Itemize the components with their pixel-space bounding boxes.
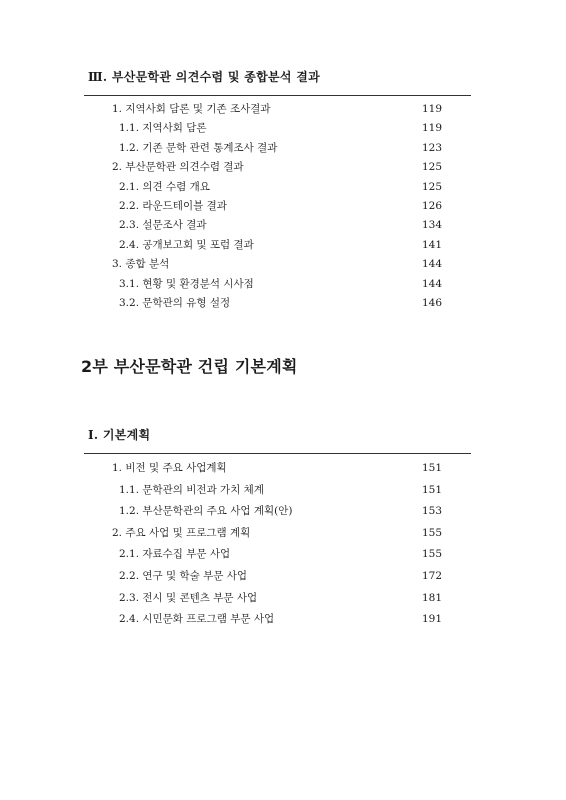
toc-entry[interactable] — [0, 480, 566, 502]
section-3-divider — [84, 95, 471, 96]
toc-entry-page-number: 125 — [421, 161, 442, 174]
toc-entry[interactable] — [0, 216, 566, 235]
toc-entry[interactable] — [0, 458, 566, 480]
section-1-divider — [84, 453, 471, 454]
section-1-heading: Ⅰ. 기본계획 — [88, 428, 151, 442]
toc-entry-label: 1. 지역사회 담론 및 기존 조사결과 — [112, 103, 271, 115]
toc-entry-label: 1.2. 기존 문학 관련 통계조사 결과 — [119, 141, 278, 154]
toc-entry-label: 2.2. 연구 및 학술 부문 사업 — [119, 569, 248, 582]
toc-entry-page-number: 151 — [421, 462, 442, 474]
toc-entry-label: 2.4. 공개보고회 및 포럼 결과 — [119, 238, 254, 251]
toc-entry-page-number: 144 — [421, 277, 442, 290]
toc-entry-label: 2.1. 의견 수렴 개요 — [119, 180, 210, 193]
toc-entry-page-number: 144 — [421, 258, 442, 271]
toc-entry-page-number: 126 — [421, 199, 442, 212]
toc-entry-label: 2. 주요 사업 및 프로그램 계획 — [112, 526, 251, 539]
toc-entry-label: 1.1. 지역사회 담론 — [119, 122, 207, 135]
toc-entry-label: 1.1. 문학관의 비전과 가치 체계 — [119, 483, 264, 496]
toc-entry-page-number: 146 — [421, 296, 442, 309]
toc-entry-page-number: 119 — [421, 103, 442, 115]
toc-entry[interactable] — [0, 523, 566, 545]
toc-entry[interactable] — [0, 100, 566, 119]
toc-entry-page-number: 151 — [421, 483, 442, 496]
toc-entry-label: 3. 종합 분석 — [112, 258, 170, 271]
toc-entry[interactable] — [0, 501, 566, 523]
toc-entry[interactable] — [0, 139, 566, 158]
toc-entry-page-number: 141 — [421, 238, 442, 251]
toc-entry[interactable] — [0, 588, 566, 610]
toc-entry-label: 2.3. 전시 및 콘텐츠 부문 사업 — [119, 591, 258, 604]
toc-entry-label: 1. 비전 및 주요 사업계획 — [112, 462, 227, 474]
toc-entry-page-number: 125 — [421, 180, 442, 193]
toc-entry[interactable] — [0, 544, 566, 566]
part-2-heading: 2부 부산문학관 건립 기본계획 — [81, 357, 298, 376]
toc-entry[interactable] — [0, 158, 566, 177]
toc-entry-page-number: 191 — [421, 613, 442, 626]
toc-entry-page-number: 119 — [421, 122, 442, 135]
toc-entry-page-number: 172 — [421, 569, 442, 582]
toc-entry-label: 1.2. 부산문학관의 주요 사업 계획(안) — [119, 505, 293, 518]
toc-entry-page-number: 181 — [421, 591, 442, 604]
toc-entry-label: 2.4. 시민문화 프로그램 부문 사업 — [119, 613, 275, 626]
toc-entry-label: 2.2. 라운드테이블 결과 — [119, 199, 227, 212]
toc-entry[interactable] — [0, 255, 566, 274]
toc-entry-page-number: 155 — [421, 526, 442, 539]
toc-entry[interactable] — [0, 236, 566, 255]
toc-entry[interactable] — [0, 197, 566, 216]
section-3-toc-list — [0, 100, 566, 313]
toc-entry[interactable] — [0, 566, 566, 588]
toc-entry[interactable] — [0, 609, 566, 631]
toc-entry[interactable] — [0, 119, 566, 138]
toc-entry-page-number: 134 — [421, 219, 442, 232]
section-3-heading: Ⅲ. 부산문학관 의견수렴 및 종합분석 결과 — [88, 70, 321, 84]
toc-entry-label: 2.1. 자료수집 부문 사업 — [119, 548, 231, 561]
toc-entry-label: 3.2. 문학관의 유형 설정 — [119, 296, 231, 309]
toc-entry-label: 2.3. 설문조사 결과 — [119, 219, 207, 232]
toc-entry-label: 3.1. 현황 및 환경분석 시사점 — [119, 277, 254, 290]
toc-entry[interactable] — [0, 178, 566, 197]
section-1-toc-list — [0, 458, 566, 631]
toc-entry-page-number: 123 — [421, 141, 442, 154]
toc-entry[interactable] — [0, 294, 566, 313]
toc-entry[interactable] — [0, 275, 566, 294]
toc-entry-page-number: 155 — [421, 548, 442, 561]
toc-entry-page-number: 153 — [421, 505, 442, 518]
toc-entry-label: 2. 부산문학관 의견수렴 결과 — [112, 161, 244, 174]
